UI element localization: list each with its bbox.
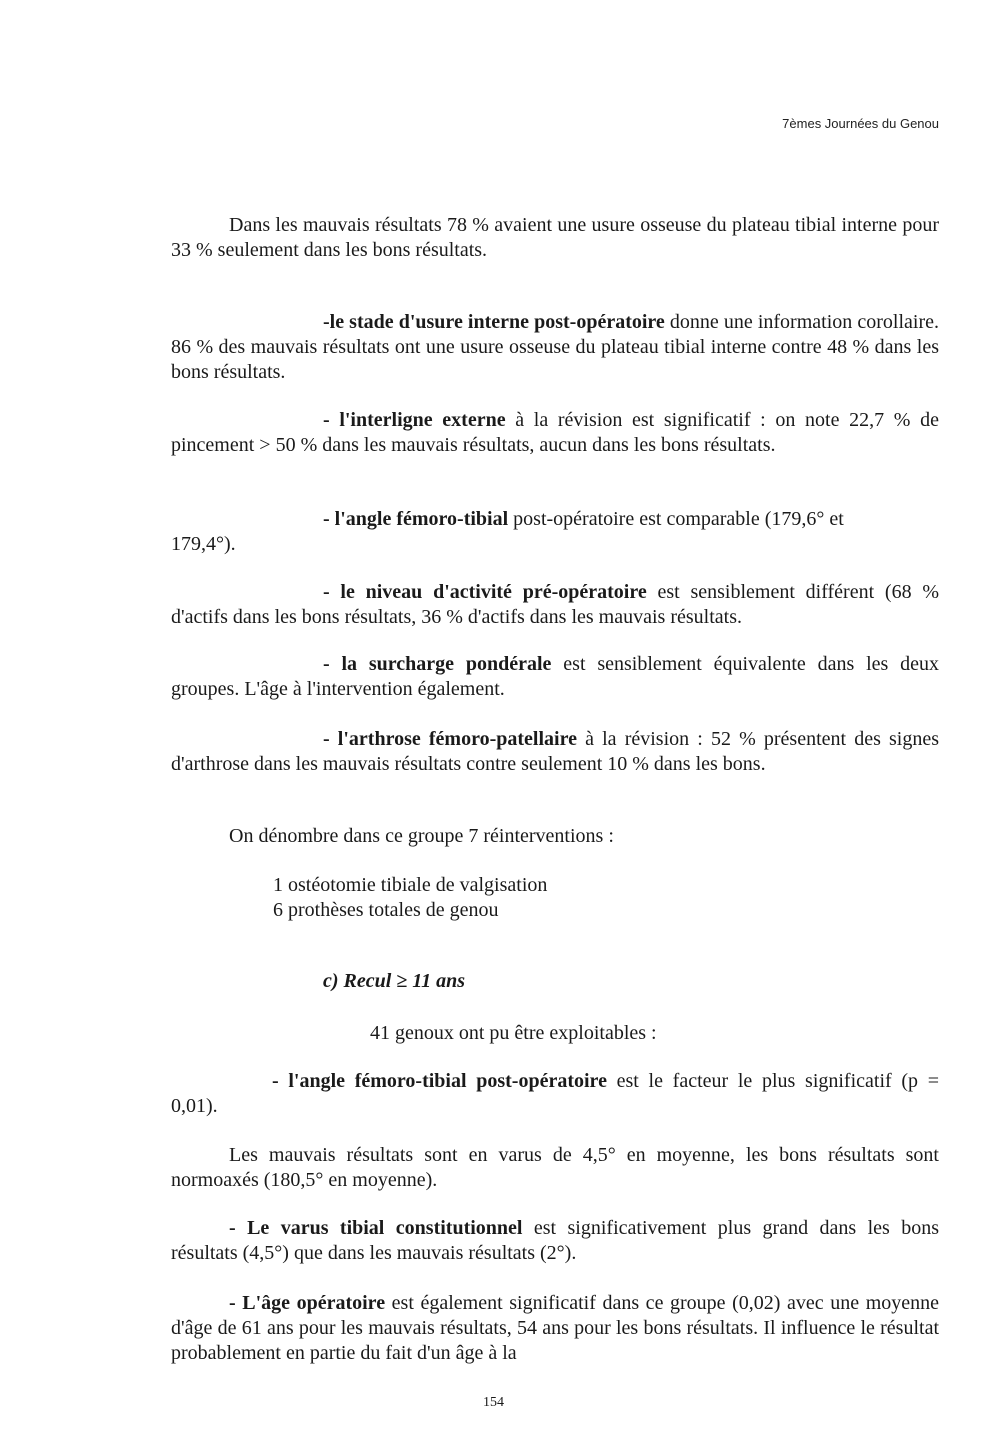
paragraph-text: donne une information corollaire. 86 % des mauvais résultats ont une usure osseuse du plateau tibial interne contre 48 % dans les bons résultats. (171, 311, 939, 383)
paragraph-operative-age (171, 1291, 939, 1366)
paragraph-text: post-opératoire est comparable (179,6° et (508, 508, 844, 530)
bold-term: - l'interligne externe (323, 409, 506, 431)
bold-term: - l'angle fémoro-tibial post-opératoire (272, 1070, 607, 1092)
paragraph-external-joint-line (171, 408, 939, 458)
paragraph-text: à la révision : 52 % présentent des signes d'arthrose dans les mauvais résultats contre seulement 10 % dans les bons. (171, 728, 939, 775)
page-number: 154 (483, 1395, 504, 1410)
paragraph-text: est significativement plus grand dans les bons résultats (4,5°) que dans les mauvais résultats (2°). (171, 1217, 939, 1264)
paragraph-tibial-varus (171, 1216, 939, 1266)
bold-term: - l'arthrose fémoro-patellaire (323, 728, 577, 750)
list-item: 1 ostéotomie tibiale de valgisation (273, 874, 548, 896)
paragraph-text: Les mauvais résultats sont en varus de 4,5° en moyenne, les bons résultats sont normoaxés (180,5° en moyenne). (171, 1144, 939, 1191)
bold-term: - l'angle fémoro-tibial (323, 508, 509, 530)
paragraph-femorotibial-angle-cont: 179,4°). (171, 533, 236, 555)
paragraph-text: est sensiblement différent (68 % d'actifs dans les bons résultats, 36 % d'actifs dans les mauvais résultats. (171, 581, 940, 628)
paragraph-text: est sensiblement équivalente dans les deux groupes. L'âge à l'intervention également. (171, 653, 940, 700)
paragraph-bad-results-wear (171, 213, 939, 263)
paragraph-weight-overload (171, 652, 939, 702)
paragraph-text: Dans les mauvais résultats 78 % avaient une usure osseuse du plateau tibial interne pour 33 % seulement dans les bons résultats. (171, 214, 939, 261)
paragraph-reinterventions: On dénombre dans ce groupe 7 réinterventions : (229, 825, 614, 847)
bold-term: - L'âge opératoire (229, 1292, 386, 1314)
paragraph-femorotibial-angle (323, 507, 844, 532)
paragraph-text: est le facteur le plus significatif (p = 0,01). (171, 1070, 939, 1117)
bold-term: - la surcharge pondérale (323, 653, 552, 675)
paragraph-text: à la révision est significatif : on note 22,7 % de pincement > 50 % dans les mauvais résultats, aucun dans les bons résultats. (171, 409, 939, 456)
section-intro: 41 genoux ont pu être exploitables : (370, 1022, 657, 1044)
paragraph-text: est également significatif dans ce groupe (0,02) avec une moyenne d'âge de 61 ans pour les mauvais résultats, 54 ans pour les bons résultats. Il influence le résultat probablement en partie du fait d'un âge à la (171, 1292, 940, 1364)
section-heading: c) Recul ≥ 11 ans (323, 970, 466, 992)
paragraph-activity-level (171, 580, 939, 630)
paragraph-varus-results (171, 1143, 939, 1193)
paragraph-internal-wear-stage (171, 310, 939, 385)
paragraph-femorotibial-postop (171, 1069, 939, 1119)
running-header: 7èmes Journées du Genou (782, 116, 939, 131)
bold-term: - le niveau d'activité pré-opératoire (323, 581, 647, 603)
bold-term: - Le varus tibial constitutionnel (229, 1217, 523, 1239)
list-item: 6 prothèses totales de genou (273, 899, 499, 921)
bold-term: -le stade d'usure interne post-opératoire (323, 311, 665, 333)
paragraph-patellofemoral-arthrosis (171, 727, 939, 777)
